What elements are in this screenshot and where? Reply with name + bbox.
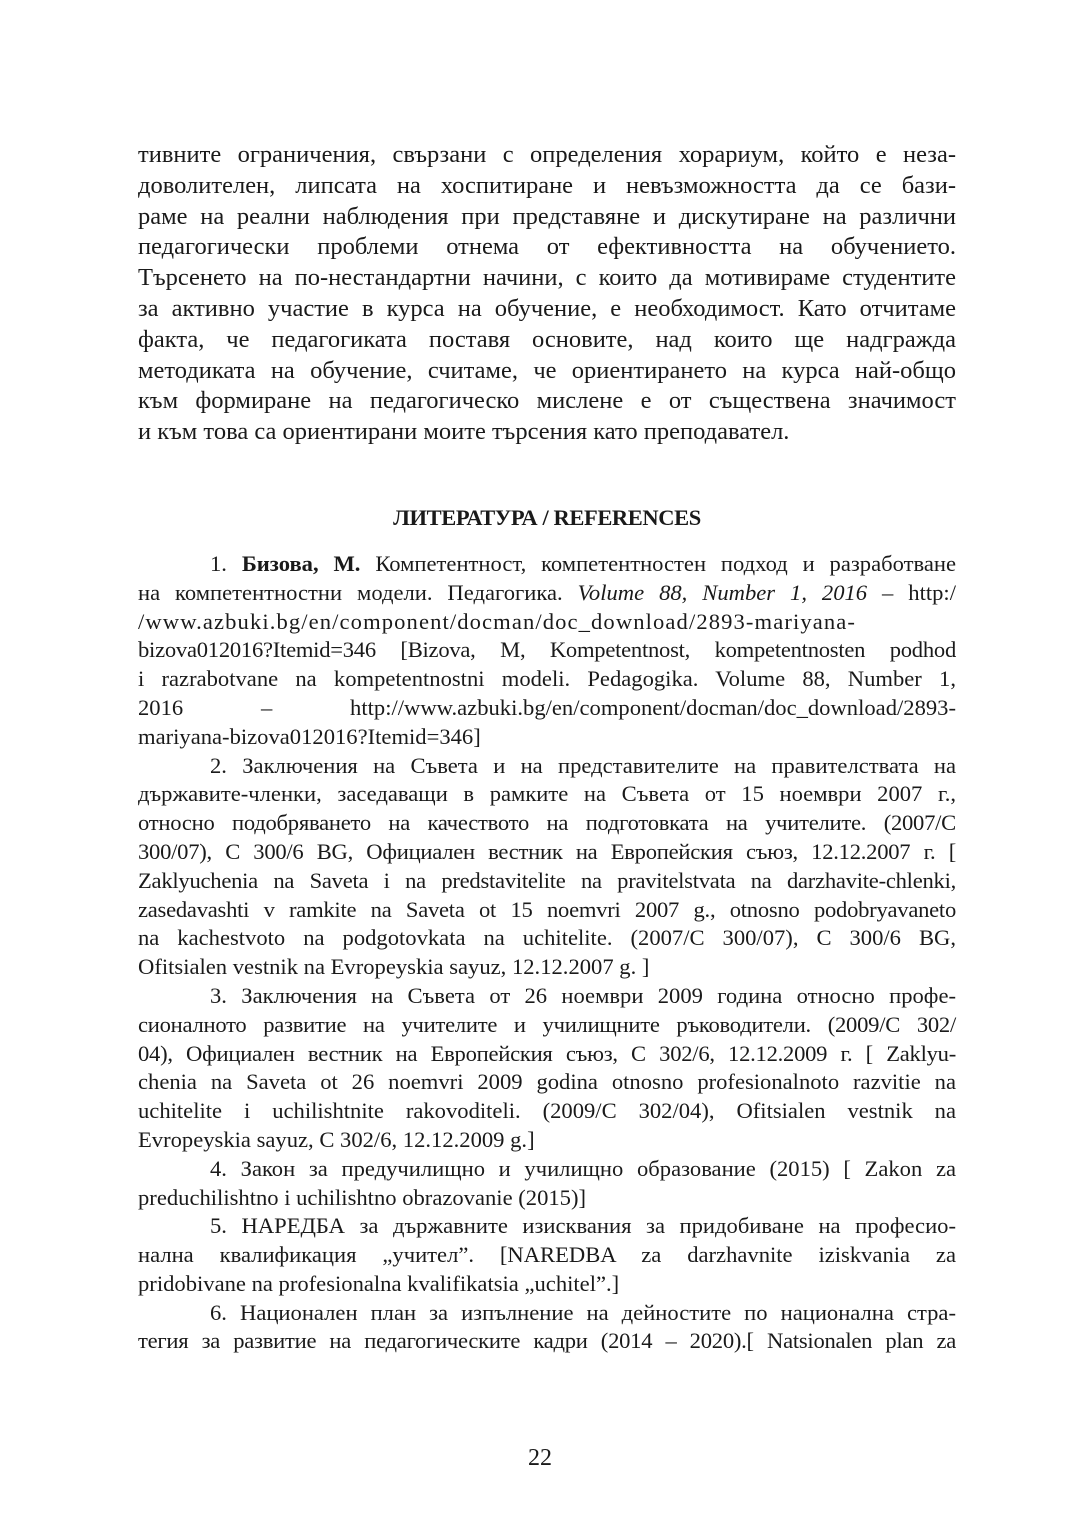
reference-line: на компетентностни модели. Педагогика. Volume 88, Number 1, 2016 – http:/ (138, 579, 956, 605)
reference-item (138, 1155, 956, 1213)
reference-line: 2. Заключения на Съвета и на представителите на правителствата на (210, 752, 957, 778)
reference-item (138, 1212, 956, 1298)
reference-number: 1. (210, 550, 227, 576)
paragraph-line: факта, че педагогиката поставя основите, над които ще надгражда (138, 325, 956, 353)
reference-item (138, 1299, 956, 1357)
paragraph-line: за активно участие в курса на обучение, е необходимост. Като отчитаме (138, 294, 956, 322)
paragraph-line: доволителен, липсата на хоспитиране и невъзможността да се бази- (138, 171, 956, 199)
paragraph-line: методиката на обучение, считаме, че ориентирането на курса най-общо (138, 356, 956, 384)
paragraph-line: тивните ограничения, свързани с определения хорариум, който е неза- (138, 141, 956, 168)
reference-author: Бизова, М. (241, 550, 361, 576)
body-paragraph (138, 140, 956, 448)
reference-line: Zaklyuchenia na Saveta i na predstavitelite na pravitelstvata na darzhavite-chlenki, (138, 867, 956, 893)
reference-line: Evropeyskia sayuz, C 302/6, 12.12.2009 g.] (138, 1126, 535, 1152)
reference-item (138, 982, 956, 1155)
reference-line: 2016 – http://www.azbuki.bg/en/component/docman/doc_download/2893- (138, 694, 956, 720)
reference-line: Ofitsialen vestnik na Evropeyskia sayuz, 12.12.2007 g. ] (138, 954, 650, 980)
references-heading: ЛИТЕРАТУРА / REFERENCES (393, 504, 701, 530)
reference-line: 1. Бизова, М. Компетентност, компетентностен подход и разработване (210, 550, 956, 576)
paragraph-line: и към това са ориентирани моите търсения като преподавател. (138, 418, 790, 446)
reference-line: preduchilishtno i uchilishtno obrazovanie (2015)] (138, 1184, 587, 1210)
reference-line: тегия за развитие на педагогическите кадри (2014 – 2020).[ Natsionalen plan za (138, 1328, 956, 1354)
reference-volume: Volume 88, Number 1, 2016 (577, 579, 868, 605)
page-content (138, 140, 956, 1356)
reference-line: chenia na Saveta ot 26 noemvri 2009 godina otnosno profesionalnoto razvitie na (138, 1069, 956, 1095)
reference-item (138, 752, 956, 982)
reference-number: 2. (210, 752, 227, 778)
reference-line: na kachestvoto na podgotovkata na uchitelite. (2007/C 300/07), C 300/6 BG, (138, 925, 956, 951)
reference-line: uchitelite i uchilishtnite rakovoditeli. (2009/C 302/04), Ofitsialen vestnik na (138, 1098, 956, 1124)
reference-line: 5. НАРЕДБА за държавните изисквания за придобиване на професио- (210, 1213, 956, 1239)
reference-number: 3. (210, 982, 227, 1008)
paragraph-line: раме на реални наблюдения при представяне и дискутиране на различни (138, 202, 956, 230)
reference-line: 6. Национален план за изпълнение на дейностите по национална стра- (210, 1299, 956, 1325)
reference-line: zasedavashti v ramkite na Saveta ot 15 noemvri 2007 g., otnosno podobryavaneto (138, 896, 956, 922)
reference-line: 4. Закон за предучилищно и училищно образование (2015) [ Zakon za (210, 1155, 956, 1181)
reference-item (138, 550, 956, 752)
reference-line: bizova012016?Itemid=346 [Bizova, M, Kompetentnost, kompetentnosten podhod (138, 637, 956, 663)
reference-line: i razrabotvane na kompetentnostni modeli. Pedagogika. Volume 88, Number 1, (138, 666, 956, 692)
reference-number: 5. (210, 1213, 227, 1239)
reference-line: сионалното развитие на учителите и училищните ръководители. (2009/C 302/ (138, 1011, 956, 1037)
reference-line: mariyana-bizova012016?Itemid=346] (138, 723, 481, 749)
reference-line: нална квалификация „учител”. [NAREDBA za darzhavnite iziskvania za (138, 1242, 956, 1268)
reference-line: относно подобряването на качеството на подготовката на учителите. (2007/C (138, 810, 956, 836)
reference-line: 300/07), C 300/6 BG, Официален вестник на Европейския съюз, 12.12.2007 г. [ (138, 838, 956, 864)
reference-number: 6. (210, 1299, 227, 1325)
page-number: 22 (528, 1445, 552, 1471)
paragraph-line: педагогически проблеми отнема от ефективността на обучението. (138, 233, 956, 261)
paragraph-line: Търсенето на по-нестандартни начини, с които да мотивираме студентите (138, 264, 956, 292)
references-list (138, 550, 956, 1356)
reference-line: 3. Заключения на Съвета от 26 ноември 2009 година относно профе- (210, 982, 956, 1008)
reference-line: 04), Официален вестник на Европейския съюз, C 302/6, 12.12.2009 г. [ Zaklyu- (138, 1040, 956, 1066)
reference-line: държавите-членки, заседаващи в рамките на Съвета от 15 ноември 2007 г., (138, 781, 956, 807)
reference-number: 4. (210, 1155, 227, 1181)
reference-line: pridobivane na profesionalna kvalifikatsia „uchitel”.] (138, 1270, 620, 1296)
paragraph-line: към формиране на педагогическо мислене е от съществена значимост (138, 387, 956, 415)
reference-line: /www.azbuki.bg/en/component/docman/doc_download/2893-mariyana- (138, 608, 857, 634)
